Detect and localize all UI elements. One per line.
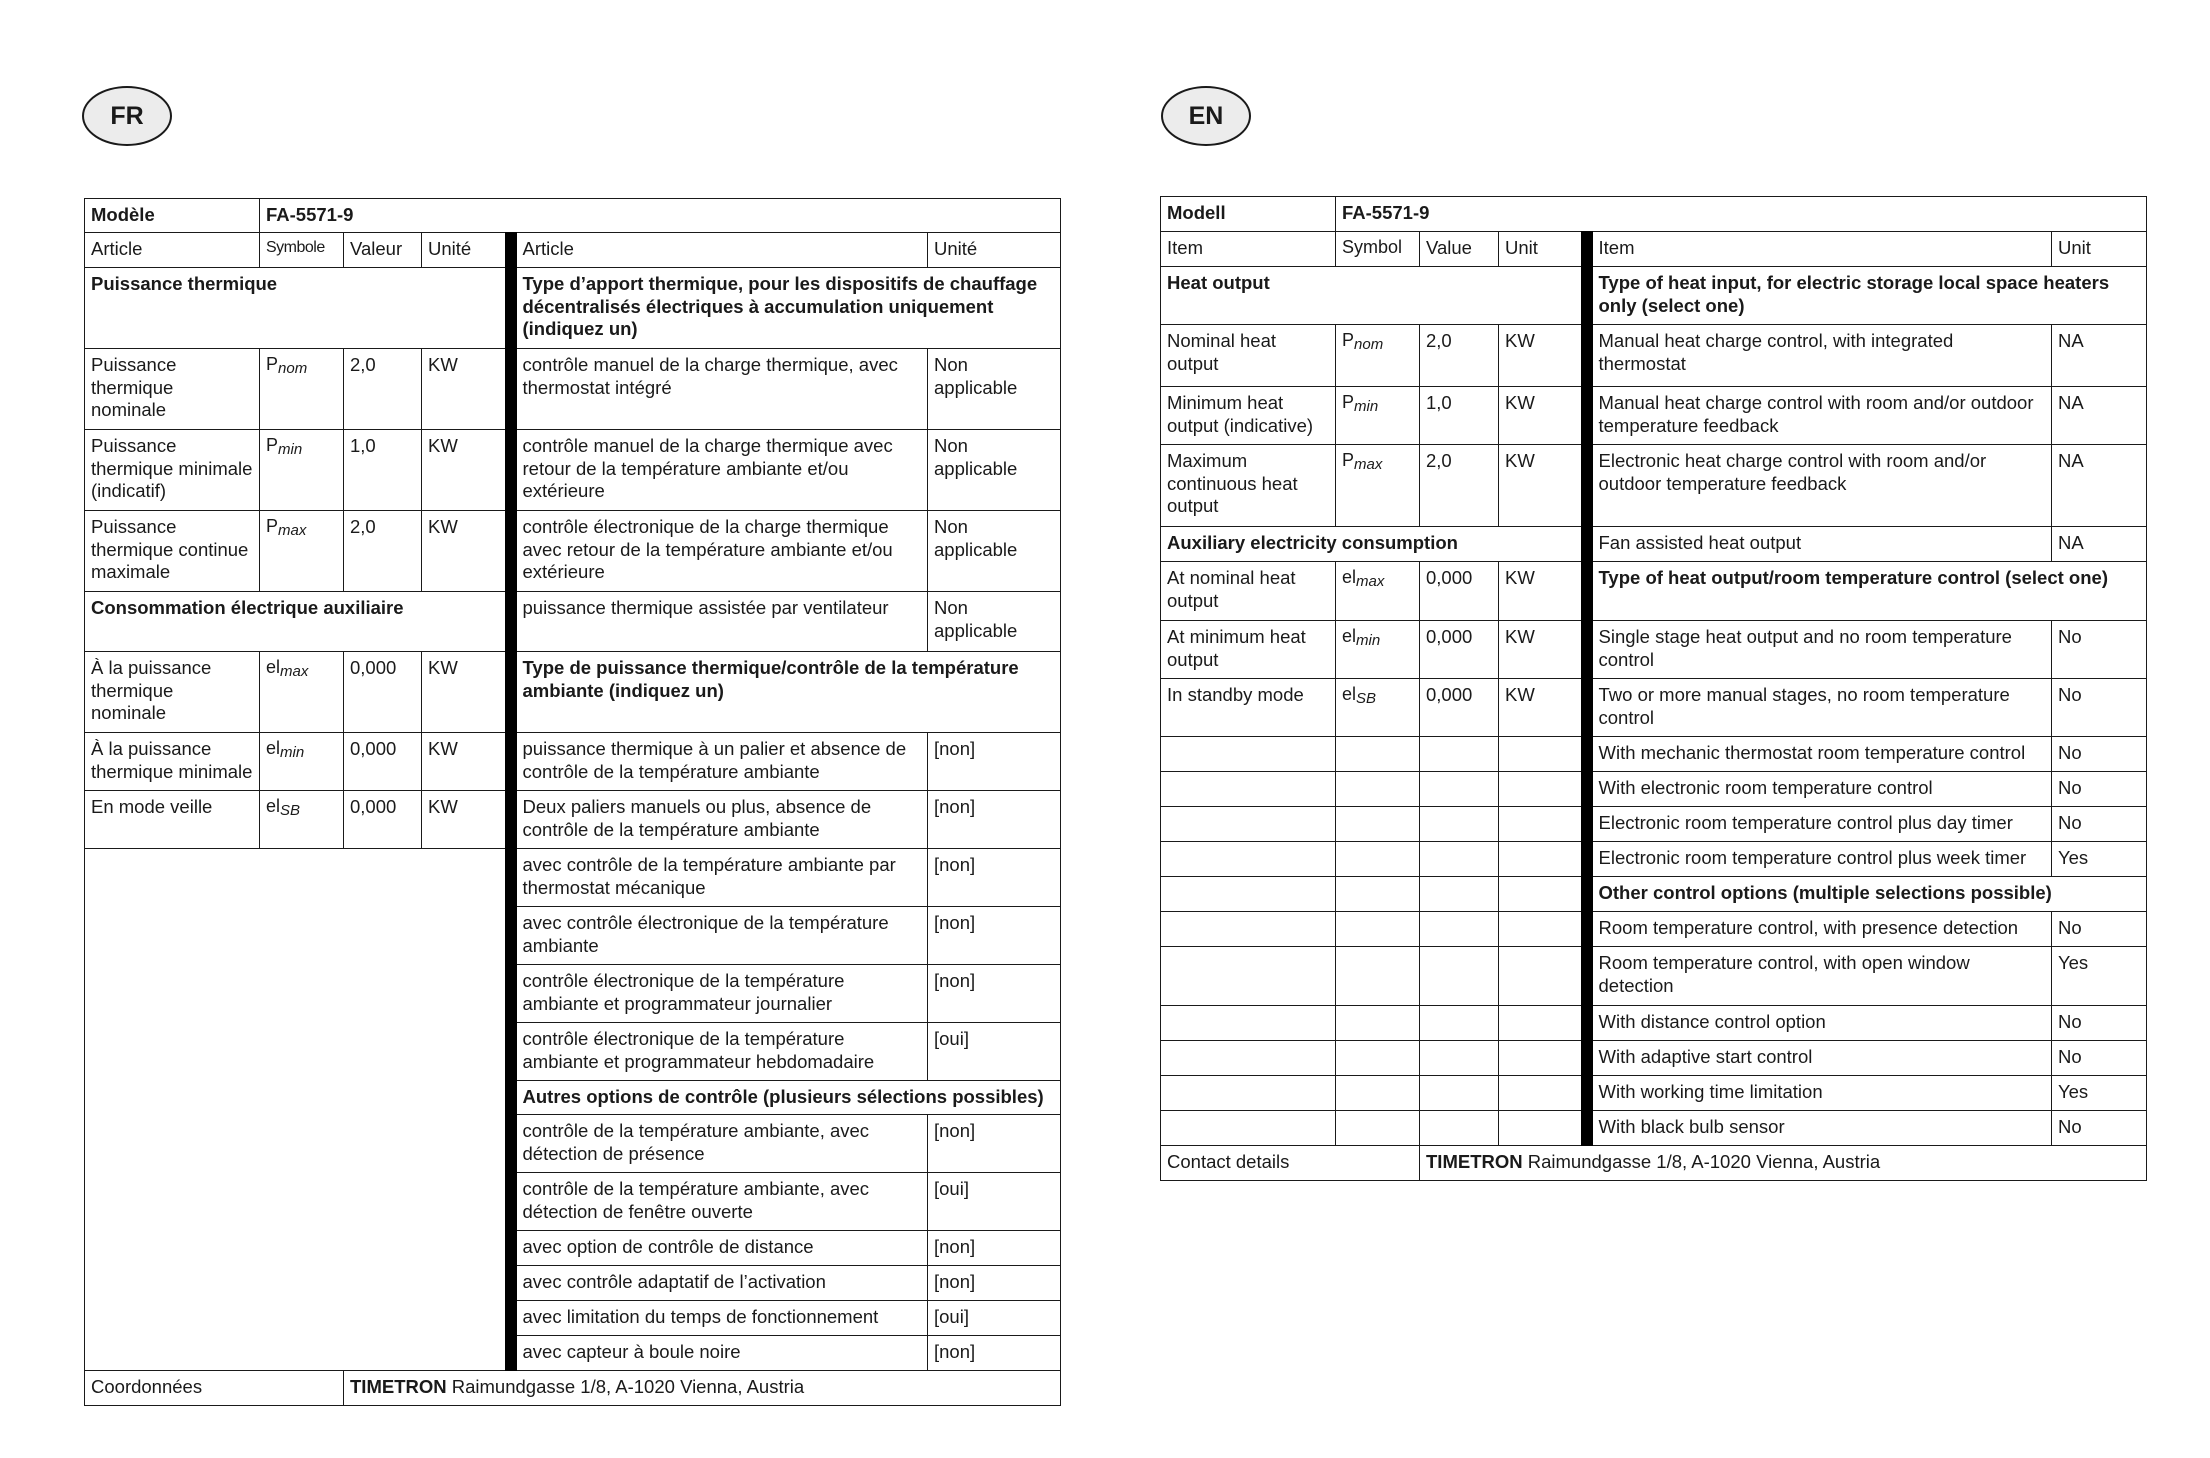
contact-brand: TIMETRON <box>350 1376 447 1397</box>
table-row <box>85 430 1061 511</box>
section-heading-heat-input: Type d’apport thermique, pour les dispositifs de chauffage décentralisés électriques à accumulation uniquement (indiquez un) <box>511 268 1061 349</box>
aux-symbol: $el_{max}$ <box>1336 562 1420 621</box>
heat-input-item: Electronic heat charge control with room and/or outdoor temperature feedback <box>1587 445 2052 527</box>
empty-area <box>85 849 511 1371</box>
output-type-unit: No <box>2052 737 2147 772</box>
model-value: FA-5571-9 <box>260 199 1061 233</box>
heat-input-item: Manual heat charge control with room and/or outdoor temperature feedback <box>1587 387 2052 445</box>
table-row <box>1161 737 2147 772</box>
fan-assisted-unit: NA <box>2052 527 2147 562</box>
column-header-symbol: Symbole <box>260 233 344 268</box>
heat-input-item: contrôle électronique de la charge thermique avec retour de la température ambiante et/ou extérieure <box>511 511 928 592</box>
column-header-unit: Unit <box>1499 232 1587 267</box>
table-row <box>1161 1111 2147 1146</box>
output-type-unit: No <box>2052 621 2147 679</box>
model-label: Modèle <box>85 199 260 233</box>
table-row <box>85 511 1061 592</box>
heat-input-unit: Non applicable <box>928 511 1061 592</box>
fr-ecodesign-table <box>84 198 1061 1406</box>
contact-label: Contact details <box>1161 1146 1420 1181</box>
aux-unit: KW <box>422 791 511 849</box>
table-row <box>1161 445 2147 527</box>
output-type-unit: No <box>2052 807 2147 842</box>
table-row <box>1161 1076 2147 1111</box>
aux-label: À la puissance thermique nominale <box>85 652 260 733</box>
other-option-item: contrôle de la température ambiante, avec détection de présence <box>511 1115 928 1173</box>
table-row <box>85 268 1061 349</box>
contact-brand: TIMETRON <box>1426 1151 1523 1172</box>
table-row <box>1161 877 2147 912</box>
table-row <box>1161 1006 2147 1041</box>
table-row <box>1161 679 2147 737</box>
section-heading-heat-output: Puissance thermique <box>85 268 511 349</box>
aux-label: At nominal heat output <box>1161 562 1336 621</box>
heat-output-label: Nominal heat output <box>1161 325 1336 387</box>
output-type-item: puissance thermique à un palier et absence de contrôle de la température ambiante <box>511 733 928 791</box>
heat-output-label: Maximum continuous heat output <box>1161 445 1336 527</box>
language-badge-en <box>1161 86 1251 146</box>
table-row <box>85 849 1061 907</box>
heat-output-label: Puissance thermique nominale <box>85 349 260 430</box>
aux-value: 0,000 <box>1420 621 1499 679</box>
other-option-unit: [non] <box>928 1266 1061 1301</box>
fan-assisted-item: Fan assisted heat output <box>1587 527 2052 562</box>
output-type-unit: [non] <box>928 733 1061 791</box>
aux-symbol: $el_{SB}$ <box>1336 679 1420 737</box>
table-row <box>1161 621 2147 679</box>
heat-output-symbol: $P_{nom}$ <box>1336 325 1420 387</box>
output-type-unit: [non] <box>928 907 1061 965</box>
other-option-unit: Yes <box>2052 947 2147 1006</box>
output-type-item: avec contrôle électronique de la température ambiante <box>511 907 928 965</box>
output-type-item: Two or more manual stages, no room temperature control <box>1587 679 2052 737</box>
language-badge-fr-label: FR <box>110 101 144 130</box>
fan-assisted-item: puissance thermique assistée par ventilateur <box>511 592 928 652</box>
aux-label: À la puissance thermique minimale <box>85 733 260 791</box>
other-option-unit: [oui] <box>928 1173 1061 1231</box>
language-badge-fr <box>82 86 172 146</box>
fan-assisted-unit: Non applicable <box>928 592 1061 652</box>
aux-label: En mode veille <box>85 791 260 849</box>
contact-value <box>1420 1146 2147 1181</box>
section-heading-output-type: Type of heat output/room temperature control (select one) <box>1587 562 2147 621</box>
column-header-unit-right: Unit <box>2052 232 2147 267</box>
section-heading-other-options: Other control options (multiple selections possible) <box>1587 877 2147 912</box>
column-header-item: Item <box>1161 232 1336 267</box>
aux-unit: KW <box>422 652 511 733</box>
heat-output-symbol: $P_{max}$ <box>1336 445 1420 527</box>
other-option-unit: [non] <box>928 1115 1061 1173</box>
other-option-item: With working time limitation <box>1587 1076 2052 1111</box>
table-row <box>85 733 1061 791</box>
column-header-item-right: Item <box>1587 232 2052 267</box>
heat-output-value: 2,0 <box>1420 445 1499 527</box>
other-option-item: With adaptive start control <box>1587 1041 2052 1076</box>
other-option-unit: [oui] <box>928 1301 1061 1336</box>
table-row <box>85 791 1061 849</box>
en-ecodesign-table <box>1160 196 2147 1181</box>
other-option-item: Room temperature control, with presence detection <box>1587 912 2052 947</box>
table-row <box>1161 842 2147 877</box>
section-heading-heat-output: Heat output <box>1161 267 1587 325</box>
table-row <box>1161 562 2147 621</box>
aux-value: 0,000 <box>1420 562 1499 621</box>
heat-input-unit: NA <box>2052 387 2147 445</box>
output-type-item: Electronic room temperature control plus day timer <box>1587 807 2052 842</box>
heat-output-unit: KW <box>1499 445 1587 527</box>
heat-input-unit: Non applicable <box>928 430 1061 511</box>
table-row <box>85 349 1061 430</box>
heat-output-label: Minimum heat output (indicative) <box>1161 387 1336 445</box>
table-row <box>1161 197 2147 232</box>
output-type-item: With electronic room temperature control <box>1587 772 2052 807</box>
other-option-item: avec option de contrôle de distance <box>511 1231 928 1266</box>
aux-unit: KW <box>1499 562 1587 621</box>
other-option-item: avec limitation du temps de fonctionnement <box>511 1301 928 1336</box>
contact-row <box>1161 1146 2147 1181</box>
heat-output-value: 2,0 <box>344 511 422 592</box>
column-header-item-right: Article <box>511 233 928 268</box>
output-type-unit: [non] <box>928 965 1061 1023</box>
section-heading-output-type: Type de puissance thermique/contrôle de la température ambiante (indiquez un) <box>511 652 1061 733</box>
other-option-unit: No <box>2052 912 2147 947</box>
aux-unit: KW <box>1499 621 1587 679</box>
output-type-item: With mechanic thermostat room temperature control <box>1587 737 2052 772</box>
other-option-item: Room temperature control, with open window detection <box>1587 947 2052 1006</box>
column-header-value: Value <box>1420 232 1499 267</box>
table-row <box>1161 387 2147 445</box>
heat-output-symbol: $P_{min}$ <box>260 430 344 511</box>
output-type-item: contrôle électronique de la température ambiante et programmateur journalier <box>511 965 928 1023</box>
contact-address: Raimundgasse 1/8, A-1020 Vienna, Austria <box>1522 1151 1881 1172</box>
contact-address: Raimundgasse 1/8, A-1020 Vienna, Austria <box>446 1376 805 1397</box>
table-row <box>1161 807 2147 842</box>
contact-label: Coordonnées <box>85 1371 344 1406</box>
heat-output-symbol: $P_{nom}$ <box>260 349 344 430</box>
aux-symbol: $el_{SB}$ <box>260 791 344 849</box>
section-heading-heat-input: Type of heat input, for electric storage local space heaters only (select one) <box>1587 267 2147 325</box>
aux-symbol: $el_{max}$ <box>260 652 344 733</box>
table-row <box>1161 527 2147 562</box>
heat-output-unit: KW <box>1499 325 1587 387</box>
section-heading-auxiliary: Auxiliary electricity consumption <box>1161 527 1587 562</box>
other-option-unit: No <box>2052 1111 2147 1146</box>
model-label: Modell <box>1161 197 1336 232</box>
aux-unit: KW <box>1499 679 1587 737</box>
heat-output-unit: KW <box>1499 387 1587 445</box>
table-row <box>1161 1041 2147 1076</box>
table-row <box>1161 772 2147 807</box>
table-header-row <box>1161 232 2147 267</box>
aux-symbol: $el_{min}$ <box>260 733 344 791</box>
table-row <box>85 199 1061 233</box>
other-option-item: With black bulb sensor <box>1587 1111 2052 1146</box>
column-header-unit-right: Unité <box>928 233 1061 268</box>
heat-input-item: contrôle manuel de la charge thermique avec retour de la température ambiante et/ou extérieure <box>511 430 928 511</box>
output-type-unit: [oui] <box>928 1023 1061 1081</box>
aux-label: At minimum heat output <box>1161 621 1336 679</box>
column-header-symbol: Symbol <box>1336 232 1420 267</box>
heat-output-value: 2,0 <box>1420 325 1499 387</box>
output-type-unit: No <box>2052 772 2147 807</box>
table-row <box>1161 267 2147 325</box>
aux-label: In standby mode <box>1161 679 1336 737</box>
output-type-unit: No <box>2052 679 2147 737</box>
output-type-unit: Yes <box>2052 842 2147 877</box>
heat-output-symbol: $P_{min}$ <box>1336 387 1420 445</box>
heat-output-unit: KW <box>422 430 511 511</box>
column-header-item: Article <box>85 233 260 268</box>
table-row <box>1161 947 2147 1006</box>
output-type-item: Single stage heat output and no room temperature control <box>1587 621 2052 679</box>
table-row <box>1161 912 2147 947</box>
model-value: FA-5571-9 <box>1336 197 2147 232</box>
table-header-row <box>85 233 1061 268</box>
aux-value: 0,000 <box>344 791 422 849</box>
heat-output-symbol: $P_{max}$ <box>260 511 344 592</box>
contact-row <box>85 1371 1061 1406</box>
heat-input-item: Manual heat charge control, with integrated thermostat <box>1587 325 2052 387</box>
other-option-item: With distance control option <box>1587 1006 2052 1041</box>
aux-value: 0,000 <box>1420 679 1499 737</box>
section-heading-auxiliary: Consommation électrique auxiliaire <box>85 592 511 652</box>
heat-output-unit: KW <box>422 349 511 430</box>
heat-input-unit: NA <box>2052 325 2147 387</box>
heat-output-value: 1,0 <box>1420 387 1499 445</box>
contact-value <box>344 1371 1061 1406</box>
aux-unit: KW <box>422 733 511 791</box>
other-option-unit: No <box>2052 1041 2147 1076</box>
output-type-item: avec contrôle de la température ambiante par thermostat mécanique <box>511 849 928 907</box>
heat-input-item: contrôle manuel de la charge thermique, avec thermostat intégré <box>511 349 928 430</box>
heat-output-unit: KW <box>422 511 511 592</box>
aux-value: 0,000 <box>344 733 422 791</box>
column-header-unit: Unité <box>422 233 511 268</box>
table-row <box>1161 325 2147 387</box>
section-heading-other-options: Autres options de contrôle (plusieurs sélections possibles) <box>511 1081 1061 1115</box>
heat-input-unit: Non applicable <box>928 349 1061 430</box>
heat-output-value: 1,0 <box>344 430 422 511</box>
column-header-value: Valeur <box>344 233 422 268</box>
language-badge-en-label: EN <box>1188 101 1224 130</box>
heat-output-label: Puissance thermique minimale (indicatif) <box>85 430 260 511</box>
aux-symbol: $el_{min}$ <box>1336 621 1420 679</box>
heat-output-label: Puissance thermique continue maximale <box>85 511 260 592</box>
output-type-item: Deux paliers manuels ou plus, absence de contrôle de la température ambiante <box>511 791 928 849</box>
other-option-unit: [non] <box>928 1336 1061 1371</box>
output-type-unit: [non] <box>928 849 1061 907</box>
table-row <box>85 592 1061 652</box>
other-option-unit: No <box>2052 1006 2147 1041</box>
other-option-item: contrôle de la température ambiante, avec détection de fenêtre ouverte <box>511 1173 928 1231</box>
other-option-unit: [non] <box>928 1231 1061 1266</box>
output-type-item: contrôle électronique de la température ambiante et programmateur hebdomadaire <box>511 1023 928 1081</box>
other-option-unit: Yes <box>2052 1076 2147 1111</box>
heat-input-unit: NA <box>2052 445 2147 527</box>
heat-output-value: 2,0 <box>344 349 422 430</box>
other-option-item: avec contrôle adaptatif de l’activation <box>511 1266 928 1301</box>
output-type-unit: [non] <box>928 791 1061 849</box>
aux-value: 0,000 <box>344 652 422 733</box>
output-type-item: Electronic room temperature control plus week timer <box>1587 842 2052 877</box>
table-row <box>85 652 1061 733</box>
other-option-item: avec capteur à boule noire <box>511 1336 928 1371</box>
